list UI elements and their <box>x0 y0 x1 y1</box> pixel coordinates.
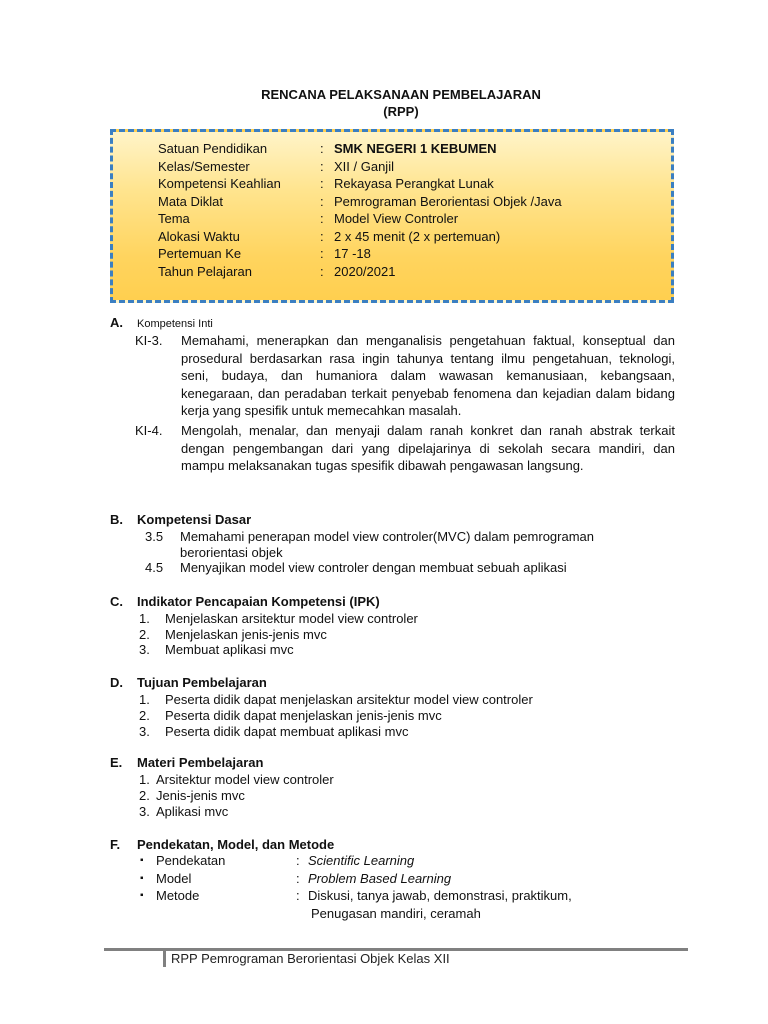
info-label: Pertemuan Ke <box>158 246 242 261</box>
info-value: Pemrograman Berorientasi Objek /Java <box>334 193 562 209</box>
ki3-text: Memahami, menerapkan dan menganalisis pengetahuan faktual, konseptual dan prosedural berdasarkan rasa ingin tahunya tentang ilmu pengetahuan, teknologi, seni, budaya, dan humaniora dalam wawasan kemanusiaan, kebangsaan, kenegaraan, dan peradaban terkait penyebab fenomena dan kejadian dalam bidang kerja yang spesifik untuk memecahkan masalah. <box>181 333 675 418</box>
ipk-number: 1. <box>139 611 150 626</box>
identity-box <box>110 129 674 303</box>
tujuan-number: 3. <box>139 724 150 739</box>
method-value: Diskusi, tanya jawab, demonstrasi, praktikum, <box>308 888 572 903</box>
section-d-letter: D. <box>110 675 123 690</box>
tujuan-number: 1. <box>139 692 150 707</box>
info-label: Satuan Pendidikan <box>158 141 268 156</box>
info-label: Kelas/Semester <box>158 158 250 174</box>
ki3-label: KI-3. <box>135 333 163 348</box>
title-line: RENCANA PELAKSANAAN PEMBELAJARAN <box>261 87 541 102</box>
info-value: XII / Ganjil <box>334 158 394 174</box>
info-label: Tahun Pelajaran <box>158 263 252 279</box>
ipk-text: Menjelaskan arsitektur model view controler <box>165 611 418 626</box>
materi-text: Arsitektur model view controler <box>156 772 334 787</box>
materi-number: 1. <box>139 772 150 787</box>
info-value: Model View Controler <box>334 211 459 226</box>
info-separator: : <box>320 176 324 191</box>
info-value: 2 x 45 menit (2 x pertemuan) <box>334 228 501 244</box>
approach-separator: : <box>296 853 300 868</box>
subtitle-line: (RPP) <box>383 104 419 119</box>
kd-text: Memahami penerapan model view controler(MVC) dalam pemrograman berorientasi objek <box>180 529 595 560</box>
section-e-letter: E. <box>110 755 123 770</box>
ipk-text: Menjelaskan jenis-jenis mvc <box>165 626 327 642</box>
info-separator: : <box>320 246 324 261</box>
footer-text: RPP Pemrograman Berorientasi Objek Kelas XII <box>171 951 450 966</box>
info-label: Mata Diklat <box>158 193 224 209</box>
document-title <box>0 86 768 120</box>
model-separator: : <box>296 871 300 886</box>
section-c-letter: C. <box>110 594 123 609</box>
section-a-title: Kompetensi Inti <box>137 318 213 330</box>
kd-number: 3.5 <box>145 529 164 544</box>
materi-number: 2. <box>139 788 150 803</box>
info-label: Kompetensi Keahlian <box>158 176 281 191</box>
ipk-number: 2. <box>139 626 150 642</box>
footer-bar <box>163 951 166 967</box>
info-value: SMK NEGERI 1 KEBUMEN <box>334 141 497 156</box>
method-value-continued: Penugasan mandiri, ceramah <box>311 906 481 921</box>
info-separator: : <box>320 193 324 209</box>
section-e-title: Materi Pembelajaran <box>137 755 264 770</box>
bullet-icon: ▪ <box>140 855 144 866</box>
materi-text: Aplikasi mvc <box>156 804 229 819</box>
section-c-title: Indikator Pencapaian Kompetensi (IPK) <box>137 594 380 609</box>
ki4-label: KI-4. <box>135 423 163 438</box>
info-value: 17 -18 <box>334 246 371 261</box>
tujuan-text: Peserta didik dapat menjelaskan jenis-jenis mvc <box>165 708 442 723</box>
materi-number: 3. <box>139 804 150 819</box>
model-value: Problem Based Learning <box>308 871 452 886</box>
tujuan-text: Peserta didik dapat menjelaskan arsitektur model view controler <box>165 692 533 707</box>
ki4-text: Mengolah, menalar, dan menyaji dalam ranah konkret dan ranah abstrak terkait dengan pengembangan dari yang dipelajarinya di sekolah secara mandiri, dan mampu melaksanakan tugas spesifik dibawah pengawasan langsung. <box>181 423 675 473</box>
approach-value: Scientific Learning <box>308 853 415 868</box>
ipk-number: 3. <box>139 642 150 657</box>
approach-label: Pendekatan <box>156 853 226 868</box>
kd-text: Menyajikan model view controler dengan membuat sebuah aplikasi <box>180 560 567 575</box>
kd-number: 4.5 <box>145 560 164 575</box>
section-d-title: Tujuan Pembelajaran <box>137 675 267 690</box>
section-f-letter: F. <box>110 837 121 852</box>
info-value: 2020/2021 <box>334 263 396 279</box>
tujuan-text: Peserta didik dapat membuat aplikasi mvc <box>165 724 409 739</box>
info-label: Alokasi Waktu <box>158 228 240 244</box>
materi-text: Jenis-jenis mvc <box>156 788 245 803</box>
info-separator: : <box>320 158 324 174</box>
bullet-icon: ▪ <box>140 890 144 901</box>
section-f-title: Pendekatan, Model, dan Metode <box>137 837 335 852</box>
info-value: Rekayasa Perangkat Lunak <box>334 176 494 191</box>
section-b-letter: B. <box>110 512 123 527</box>
model-label: Model <box>156 871 192 886</box>
section-b-title: Kompetensi Dasar <box>137 512 252 527</box>
method-separator: : <box>296 888 300 903</box>
tujuan-number: 2. <box>139 708 150 723</box>
info-separator: : <box>320 141 324 156</box>
info-separator: : <box>320 228 324 244</box>
info-separator: : <box>320 211 324 226</box>
info-label: Tema <box>158 211 190 226</box>
section-a-letter: A. <box>110 315 123 330</box>
ipk-text: Membuat aplikasi mvc <box>165 642 294 657</box>
method-label: Metode <box>156 888 200 903</box>
info-separator: : <box>320 263 324 279</box>
bullet-icon: ▪ <box>140 873 144 884</box>
